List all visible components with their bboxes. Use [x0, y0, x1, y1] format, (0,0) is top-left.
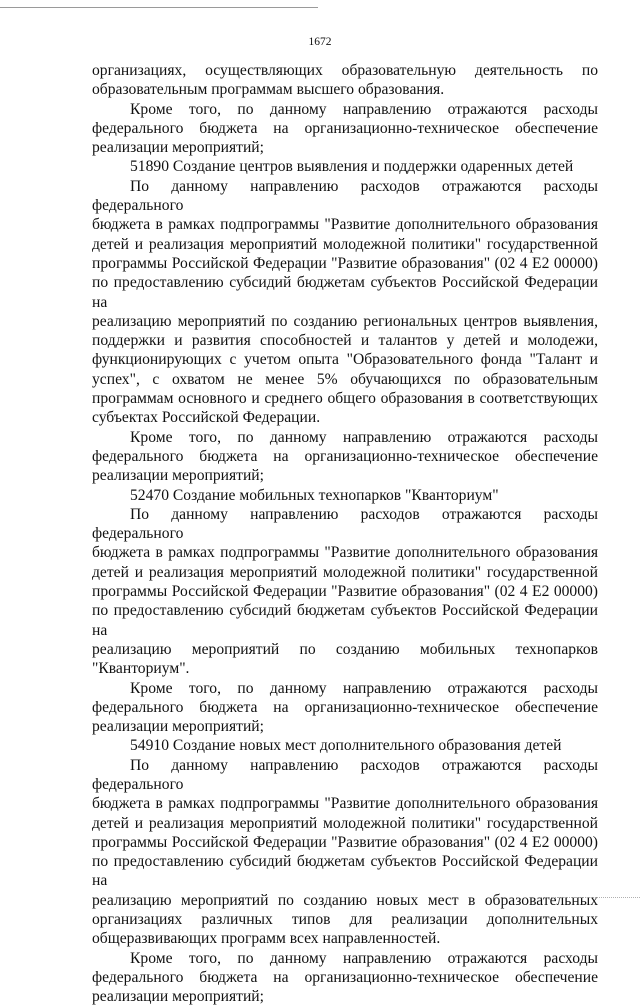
section-heading-51890 [92, 157, 598, 176]
text-line: организациях различных типов для реализации дополнительных [92, 911, 598, 929]
section-heading-52470 [92, 486, 598, 505]
text-line: Кроме того, по данному направлению отражаются расходы [130, 949, 598, 967]
bottom-scan-mark [540, 897, 640, 898]
text-line: организациях, осуществляющих образовательную деятельность по [92, 62, 598, 79]
text-line: реализации мероприятий; [92, 718, 264, 736]
section-heading-54910 [92, 736, 598, 755]
text-line: функционирующих с учетом опыта "Образовательного фонда "Талант и [92, 351, 598, 369]
paragraph-continuation [92, 61, 598, 100]
text-line: программы Российской Федерации "Развитие образования" (02 4 Е2 00000) [92, 583, 598, 601]
text-line: бюджета в рамках подпрограммы "Развитие дополнительного образования [92, 795, 598, 813]
paragraph-51890-description [92, 177, 598, 428]
text-line: общеразвивающих программ всех направленностей. [92, 930, 441, 948]
text-line: реализацию мероприятий по созданию региональных центров выявления, [92, 312, 598, 330]
text-line: "Кванториум". [92, 660, 190, 678]
text-line: федерального бюджета на организационно-техническое обеспечение [92, 119, 598, 137]
paragraph-expenses-note [92, 428, 598, 486]
text-line: детей и реализация мероприятий молодежной политики" государственной [92, 814, 598, 832]
text-line: 54910 Создание новых мест дополнительного образования детей [130, 737, 562, 755]
paragraph-expenses-note [92, 679, 598, 737]
text-line: 52470 Создание мобильных технопарков "Кванториум" [130, 486, 499, 504]
text-line: федерального бюджета на организационно-техническое обеспечение [92, 968, 598, 986]
text-line: программы Российской Федерации "Развитие образования" (02 4 Е2 00000) [92, 254, 598, 272]
text-line: реализацию мероприятий по созданию мобильных технопарков [92, 640, 598, 658]
text-line: образовательным программам высшего образования. [92, 81, 445, 99]
text-line: По данному направлению расходов отражаются расходы федерального [92, 177, 598, 215]
paragraph-expenses-note [92, 949, 598, 1007]
document-body [92, 61, 598, 1007]
text-line: программам основного и среднего общего образования в соответствующих [92, 390, 598, 408]
text-line: бюджета в рамках подпрограммы "Развитие дополнительного образования [92, 544, 598, 562]
text-line: Кроме того, по данному направлению отражаются расходы [130, 679, 598, 697]
text-line: детей и реализация мероприятий молодежной политики" государственной [92, 563, 598, 581]
text-line: 51890 Создание центров выявления и поддержки одаренных детей [130, 158, 574, 176]
text-line: субъектах Российской Федерации. [92, 409, 321, 427]
text-line: По данному направлению расходов отражаются расходы федерального [92, 505, 598, 543]
text-line: по предоставлению субсидий бюджетам субъектов Российской Федерации на [92, 853, 598, 890]
text-line: по предоставлению субсидий бюджетам субъектов Российской Федерации на [92, 274, 598, 311]
page-number: 1672 [308, 36, 332, 48]
text-line: бюджета в рамках подпрограммы "Развитие дополнительного образования [92, 216, 598, 234]
text-line: Кроме того, по данному направлению отражаются расходы [130, 100, 598, 118]
text-line: реализации мероприятий; [92, 467, 264, 485]
top-scan-line [0, 7, 318, 8]
text-line: реализации мероприятий; [92, 988, 264, 1006]
text-line: По данному направлению расходов отражаются расходы федерального [92, 756, 598, 793]
text-line: федерального бюджета на организационно-техническое обеспечение [92, 698, 598, 716]
text-line: по предоставлению субсидий бюджетам субъектов Российской Федерации на [92, 602, 598, 639]
text-line: реализацию мероприятий по созданию новых мест в образовательных [92, 891, 598, 909]
text-line: поддержки и развития способностей и талантов у детей и молодежи, [92, 332, 598, 350]
text-line: федерального бюджета на организационно-техническое обеспечение [92, 447, 598, 465]
paragraph-52470-description [92, 505, 598, 679]
paragraph-expenses-note [92, 100, 598, 158]
text-line: Кроме того, по данному направлению отражаются расходы [130, 428, 598, 446]
text-line: детей и реализация мероприятий молодежной политики" государственной [92, 235, 598, 253]
text-line: реализации мероприятий; [92, 139, 264, 157]
text-line: успех", с охватом не менее 5% обучающихся по образовательным [92, 370, 598, 388]
paragraph-54910-description [92, 756, 598, 949]
text-line: программы Российской Федерации "Развитие образования" (02 4 Е2 00000) [92, 833, 598, 851]
